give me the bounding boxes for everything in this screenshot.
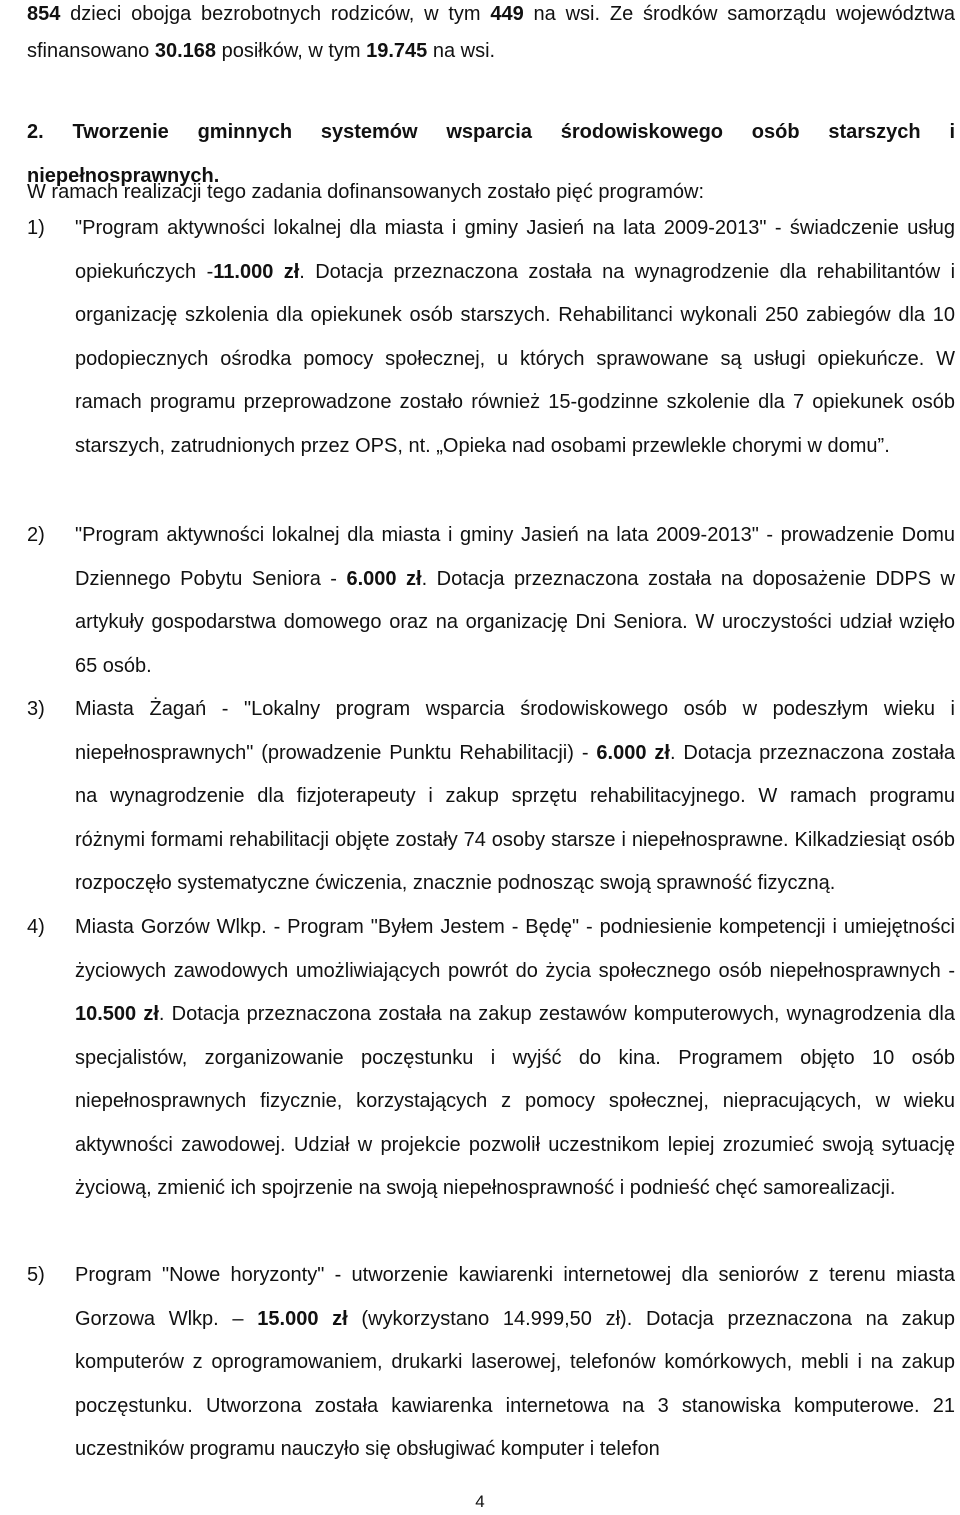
text-span: Miasta Gorzów Wlkp. - Program "Byłem Jestem - Będę" - podniesienie kompetencji i umiejętności życiowych zawodowych umożliwiających powrót do życia społecznego osób niepełnosprawnych - (75, 916, 955, 982)
text-span: . Dotacja przeznaczona została na wynagrodzenie dla rehabilitantów i organizację szkolenia dla opiekunek osób starszych. Rehabilitanci wykonali 250 zabiegów dla 10 podopiecznych ośrodka pomocy społecznej, u których sprawowane są usługi opiekuńcze. W ramach programu przeprowadzone zostało również 15-godzinne szkolenie dla 7 opiekunek osób starszych, zatrudnionych przez OPS, nt. „Opieka nad osobami przewlekle chorymi w domu”. (75, 260, 956, 457)
text-span: posiłków, w tym (216, 40, 367, 62)
text-span: (wykorzystano 14.999,50 zł). Dotacja przeznaczona na zakup komputerów z oprogramowaniem, drukarki laserowej, telefonów komórkowych, mebli i na zakup poczęstunku. Utworzona została kawiarenka internetowa na 3 stanowiska komputerowe. 21 uczestników programu nauczyło się obsługiwać komputer i telefon (75, 1307, 956, 1460)
item-number: 4) (27, 916, 45, 938)
item-text (75, 906, 955, 1211)
count-children: 854 (27, 3, 61, 25)
count-rural-meals: 19.745 (366, 40, 428, 62)
text-span: Program "Nowe horyzonty" - utworzenie kawiarenki internetowej dla seniorów z terenu miasta Gorzowa Wlkp. – (75, 1264, 955, 1330)
item-text (75, 514, 955, 688)
item-number: 2) (27, 524, 45, 546)
text-span: . Dotacja przeznaczona została na wynagrodzenie dla fizjoterapeuty i zakup sprzętu rehabilitacyjnego. W ramach programu różnymi formami rehabilitacji objęte zostały 74 osoby starsze i niepełnosprawne. Kilkadziesiąt osób rozpoczęło systematyczne ćwiczenia, znacznie podnosząc swoją sprawność fizyczną. (75, 741, 955, 894)
item-text (75, 688, 955, 906)
item-text (75, 207, 955, 468)
text-span: . Dotacja przeznaczona została na zakup zestawów komputerowych, wynagrodzenia dla specjalistów, zorganizowanie poczęstunku i wyjść do kina. Programem objęto 10 osób niepełnosprawnych fizycznie, korzystających z pomocy społecznej, niepracujących, w wieku aktywności zawodowej. Udział w projekcie pozwolił uczestnikom lepiej zrozumieć swoją sytuację życiową, zmienić ich spojrzenie na swoją niepełnosprawność i podnieść chęć samorealizacji. (75, 1003, 955, 1199)
text-span: "Program aktywności lokalnej dla miasta i gminy Jasień na lata 2009-2013" - świadczenie usług opiekuńczych - (75, 217, 955, 283)
text-span: dzieci obojga bezrobotnych rodziców, w tym (60, 3, 491, 25)
amount: 6.000 zł (346, 567, 422, 590)
text-span: na wsi. Ze środków samorządu województwa sfinansowano (27, 3, 955, 62)
item-number: 1) (27, 217, 45, 239)
program-item-2 (27, 514, 955, 688)
program-item-3 (27, 688, 955, 906)
amount: 11.000 zł (213, 260, 300, 283)
text-span: "Program aktywności lokalnej dla miasta i gminy Jasień na lata 2009-2013" - prowadzenie Domu Dziennego Pobytu Seniora - (75, 524, 955, 590)
section-heading: 2. Tworzenie gminnych systemów wsparcia środowiskowego osób starszych i niepełnosprawnych. (27, 121, 955, 187)
program-item-1 (27, 207, 955, 468)
continuation-paragraph (27, 0, 955, 70)
amount: 6.000 zł (596, 741, 670, 764)
amount: 15.000 zł (257, 1307, 348, 1330)
item-number: 3) (27, 698, 45, 720)
count-meals: 30.168 (154, 40, 217, 62)
program-item-5 (27, 1254, 955, 1472)
intro-paragraph: W ramach realizacji tego zadania dofinansowanych zostało pięć programów: (27, 181, 705, 203)
text-span: . Dotacja przeznaczona została na doposażenie DDPS w artykuły gospodarstwa domowego oraz na organizację Dni Seniora. W uroczystości udział wzięło 65 osób. (75, 567, 955, 677)
page-number: 4 (475, 1492, 485, 1511)
item-number: 5) (27, 1264, 45, 1286)
text-span: Miasta Żagań - "Lokalny program wsparcia środowiskowego osób w podeszłym wieku i niepełnosprawnych" (prowadzenie Punktu Rehabilitacji) - (75, 698, 955, 764)
amount: 10.500 zł (75, 1003, 159, 1025)
count-rural-children: 449 (490, 3, 524, 25)
text-span: na wsi. (427, 40, 496, 62)
program-item-4 (27, 906, 955, 1211)
item-text (75, 1254, 955, 1472)
